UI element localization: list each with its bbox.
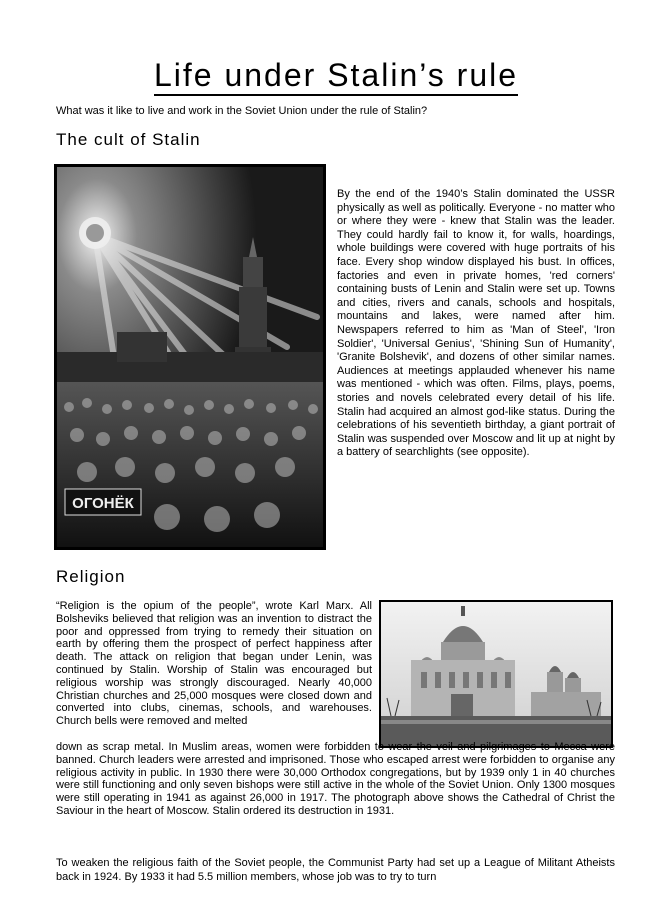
intro-question: What was it like to live and work in the Soviet Union under the rule of Stalin? [56, 105, 428, 117]
cathedral-illustration [381, 602, 611, 746]
page-title [0, 56, 672, 94]
cult-paragraph: By the end of the 1940’s Stalin dominated the USSR physically as well as politically. Everyone - no matter who or where they were - knew that Stalin was the leader. They could hardly fail to know it, for walls, hoardings, whole buildings were covered with huge portraits of his face. Every shop window displayed his bust. In offices, factories and even in private homes, 'red corners' containing busts of Lenin and Stalin were set up. Towns and cities, rivers and canals, schools and hospitals, mountains and lakes, were named after him. Newspapers referred to him as 'Man of Steel', 'Iron Soldier', 'Universal Genius', 'Shining Sun of Humanity', 'Granite Bolshevik', and dozens of other similar names. Audiences at meetings applauded whenever his name was mentioned - which was often. Films, plays, poems, stories and novels celebrated every detail of his life. Stalin had acquired an almost god-like status. During the celebrations of his seventieth birthday, a giant portrait of Stalin was suspended over Moscow and lit up at night by a battery of searchlights (see opposite). [337, 188, 615, 459]
stalin-searchlight-photo [54, 164, 326, 550]
section-heading-cult: The cult of Stalin [56, 130, 201, 149]
magazine-masthead: ОГОНЁК [72, 495, 134, 512]
religion-paragraph-atheists: To weaken the religious faith of the Soviet people, the Communist Party had set up a League of Militant Atheists back in 1924. By 1933 it had 5.5 million members, whose job was to try to turn [56, 857, 615, 883]
section-heading-religion: Religion [56, 567, 126, 586]
religion-paragraph-part2: down as scrap metal. In Muslim areas, women were forbidden to wear the veil and pilgrimages to Mecca were banned. Church leaders were arrested and imprisoned. Those who escaped arrest were forbidden to organise any religious activity in public. In 1930 there were 30,000 Orthodox congregations, but by 1939 only 1 in 40 churches were still functioning and only seven bishops were still active in the whole of the Soviet Union. Only 1300 mosques were still operating in 1941 as against 26,000 in 1917. The photograph above shows the Cathedral of Christ the Saviour in the heart of Moscow. Stalin ordered its destruction in 1931. [56, 741, 615, 817]
cathedral-photo [379, 600, 613, 748]
page-title-text: Life under Stalin’s rule [154, 57, 518, 96]
stalin-searchlight-illustration [57, 167, 323, 547]
religion-paragraph-part1: “Religion is the opium of the people”, wrote Karl Marx. All Bolsheviks believed that religion was an invention to distract the poor and oppressed from trying to remedy their situation on earth by offering them the prospect of perfect happiness after death. The attack on religion that began under Lenin, was continued by Stalin. Worship of Stalin was encouraged but religious worship was strongly discouraged. Nearly 40,000 Christian churches and 25,000 mosques were closed down and converted into clubs, cinemas, schools, and warehouses. Church bells were removed and melted [56, 600, 372, 728]
